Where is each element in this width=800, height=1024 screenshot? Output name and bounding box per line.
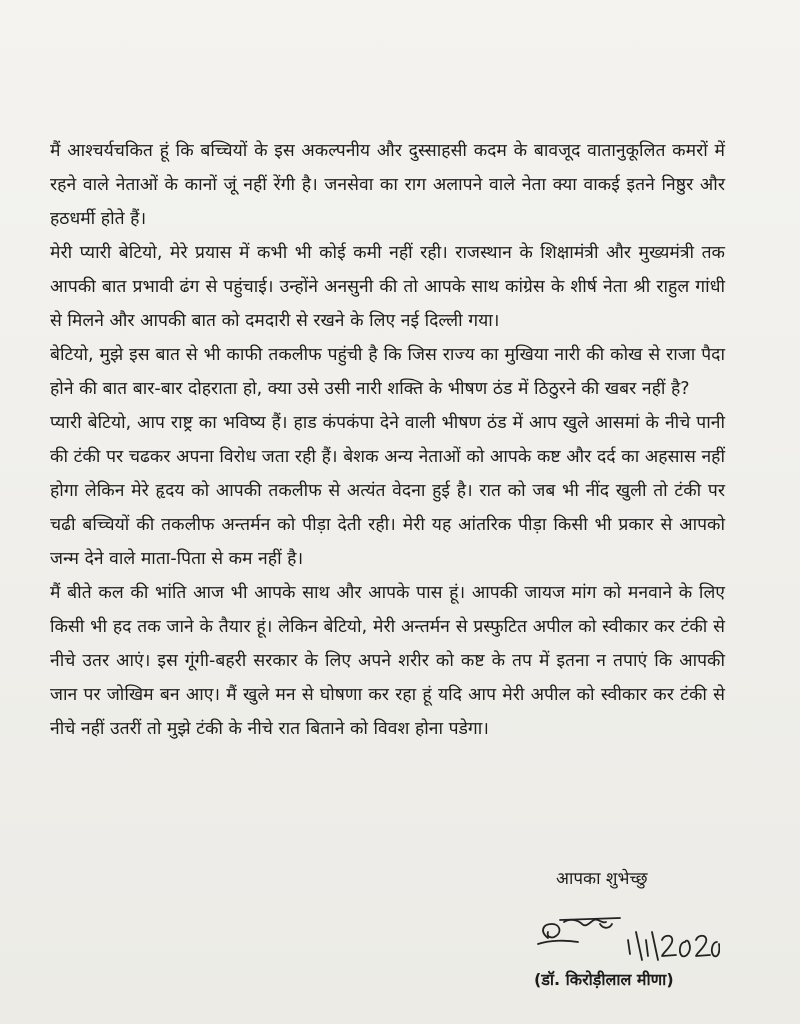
letter-body <box>50 134 725 746</box>
closing-salutation: आपका शुभेच्छु <box>556 869 648 889</box>
letter-paragraph-3: बेटियो, मुझे इस बात से भी काफी तकलीफ पहुंची है कि जिस राज्य का मुखिया नारी की कोख से राजा पैदा होने की बात बार-बार दोहराता हो, क्या उसे उसी नारी शक्ति के भीषण ठंड में ठिठुरने की खबर नहीं है? <box>50 345 725 399</box>
signatory-name: (डॉ. किरोड़ीलाल मीणा) <box>534 970 674 989</box>
letter-paragraph-1: मैं आश्चर्यचकित हूं कि बच्चियों के इस अकल्पनीय और दुस्साहसी कदम के बावजूद वातानुकूलित कमरों में रहने वाले नेताओं के कानों जूं नहीं रेंगी है। जनसेवा का राग अलापने वाले नेता क्या वाकई इतने निष्ठुर और हठधर्मी होते हैं। <box>50 141 725 229</box>
letter-paragraph-4: प्यारी बेटियो, आप राष्ट्र का भविष्य हैं। हाड कंपकंपा देने वाली भीषण ठंड में आप खुले आसमां के नीचे पानी की टंकी पर चढकर अपना विरोध जता रही हैं। बेशक अन्य नेताओं को आपके कष्ट और दर्द का अहसास नहीं होगा लेकिन मेरे हृदय को आपकी तकलीफ से अत्यंत वेदना हुई है। रात को जब भी नींद खुली तो टंकी पर चढी बच्चियों की तकलीफ अन्तर्मन को पीड़ा देती रही। मेरी यह आंतरिक पीड़ा किसी भी प्रकार से आपको जन्म देने वाले माता-पिता से कम नहीं है। <box>50 413 725 569</box>
letter-paragraph-2: मेरी प्यारी बेटियो, मेरे प्रयास में कभी भी कोई कमी नहीं रही। राजस्थान के शिक्षामंत्री और मुख्यमंत्री तक आपकी बात प्रभावी ढंग से पहुंचाई। उन्होंने अनसुनी की तो आपके साथ कांग्रेस के शीर्ष नेता श्री राहुल गांधी से मिलने और आपकी बात को दमदारी से रखने के लिए नई दिल्ली गया। <box>50 243 725 331</box>
letter-paragraph-5: मैं बीते कल की भांति आज भी आपके साथ और आपके पास हूं। आपकी जायज मांग को मनवाने के लिए किसी भी हद तक जाने के तैयार हूं। लेकिन बेटियो, मेरी अन्तर्मन से प्रस्फुटित अपील को स्वीकार कर टंकी से नीचे उतर आएं। इस गूंगी-बहरी सरकार के लिए अपने शरीर को कष्ट के तप में इतना न तपाएं कि आपकी जान पर जोखिम बन आए। मैं खुले मन से घोषणा कर रहा हूं यदि आप मेरी अपील को स्वीकार कर टंकी से नीचे नहीं उतरीं तो मुझे टंकी के नीचे रात बिताने को विवश होना पडेगा। <box>50 583 725 739</box>
handwritten-signature <box>530 910 720 970</box>
